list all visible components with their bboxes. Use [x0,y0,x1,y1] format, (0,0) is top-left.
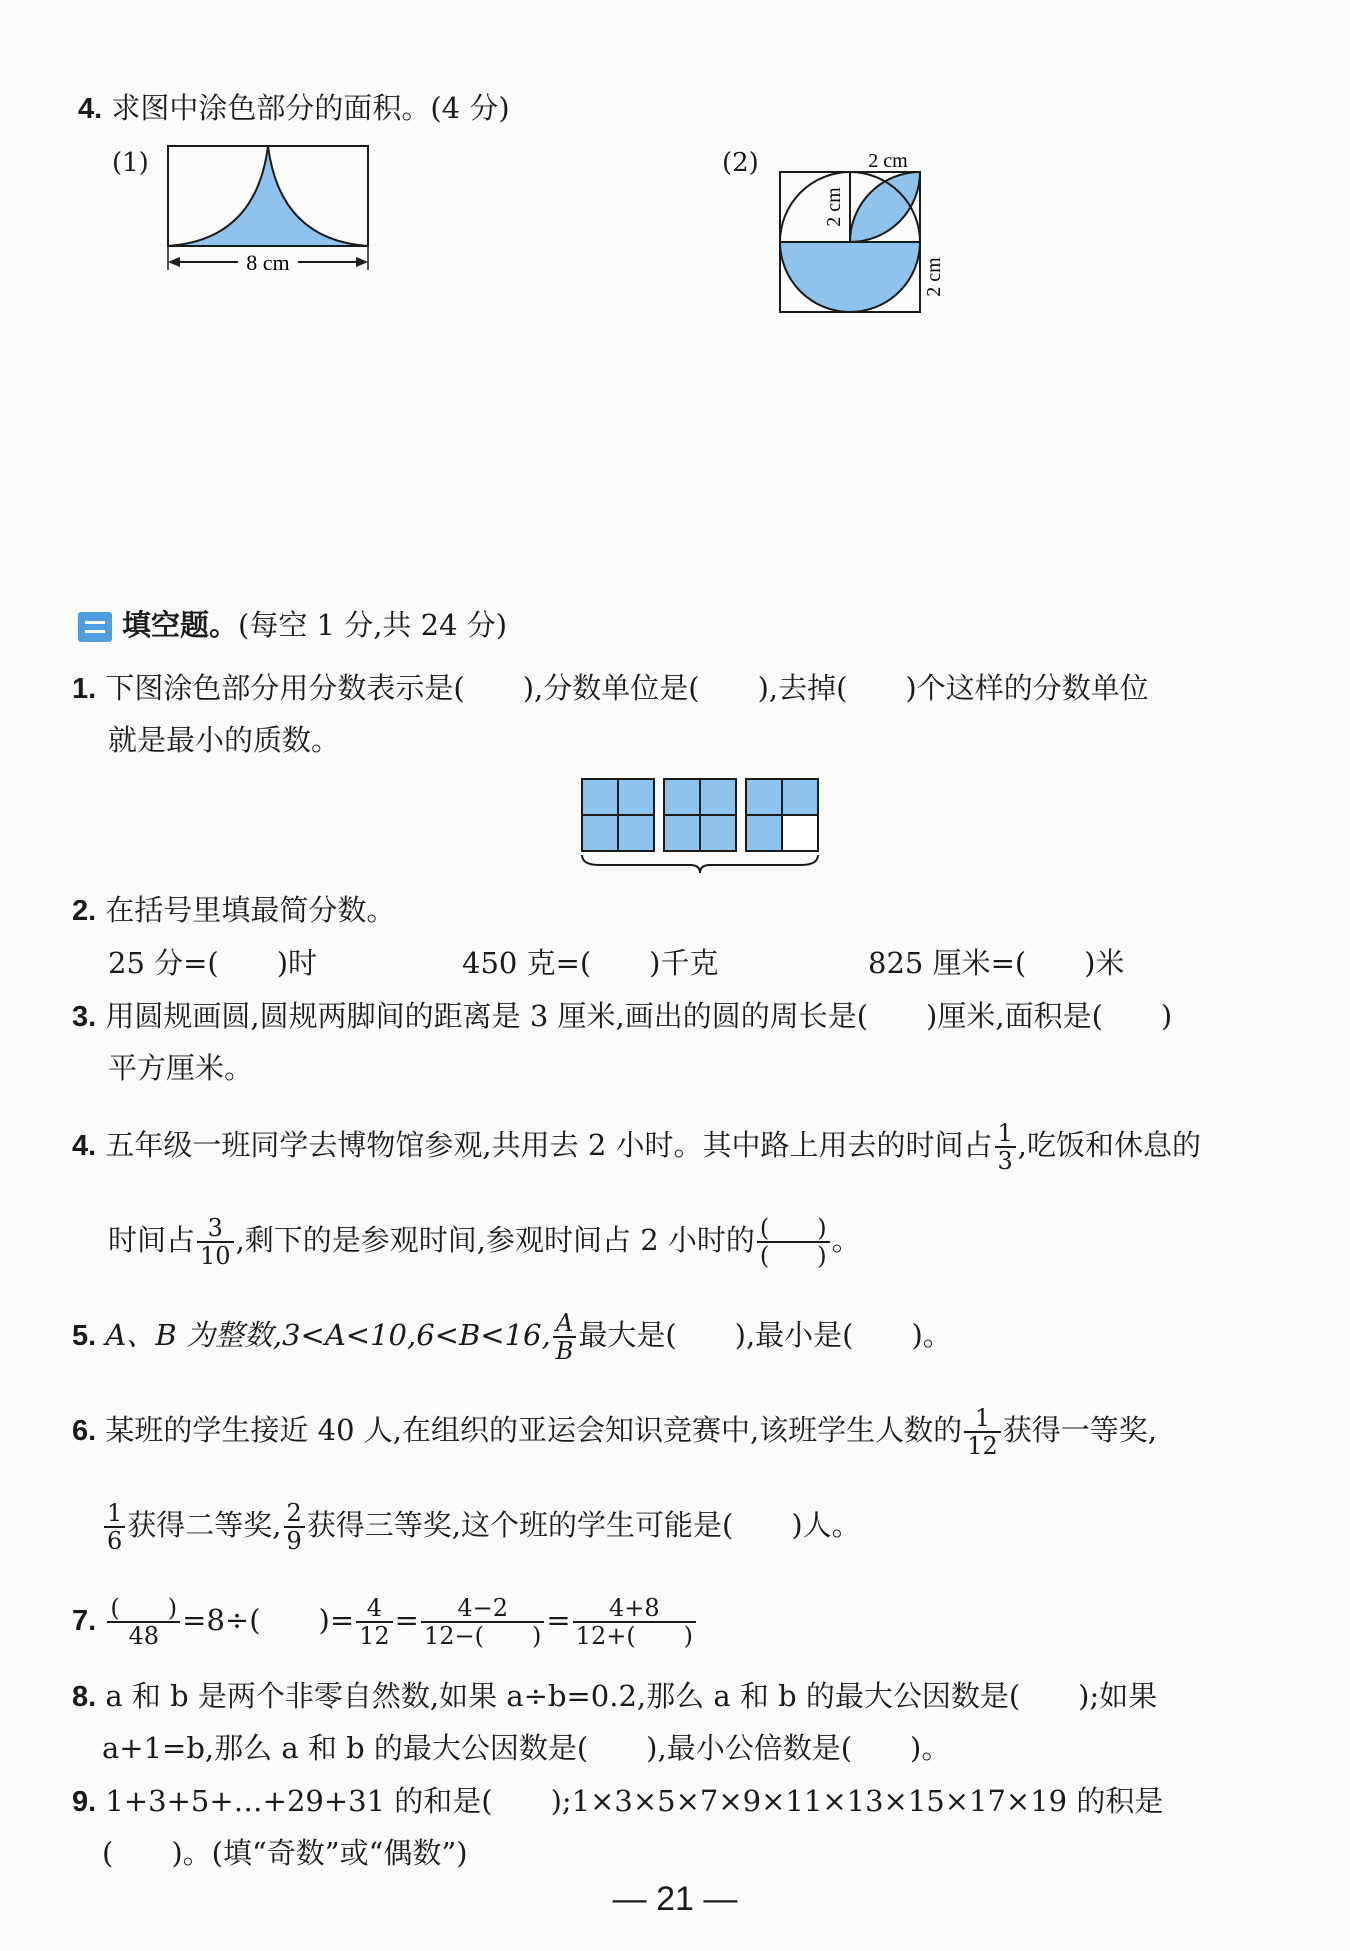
fig2-dimension-top: 2 cm [868,150,908,172]
question-4-line-1 [72,1115,1201,1176]
section-number-icon [78,612,112,642]
fraction-three-tenths: $\frac{3}{10}$ [197,1215,234,1269]
q7-number: 7. [72,1605,97,1637]
page-number: — 21 — [612,1880,738,1918]
question-1-line-1 [72,670,1149,707]
q5-text: A、B 为整数,3<A<10,6<B<16, [105,1318,551,1352]
q7-equals-2: = [546,1603,571,1637]
q2-part-a: 25 分=( )时 [108,946,318,980]
section-title: 填空题。 [122,608,239,642]
q7-text: =8÷( )= [182,1603,355,1637]
q4-item-text-4: ,剩下的是参观时间,参观时间占 2 小时的 [235,1223,755,1257]
fraction-a-over-b: $\frac{A}{B}$ [553,1310,577,1364]
q2-text: 在括号里填最简分数。 [105,893,396,927]
q4-number: 4. [78,93,103,125]
question-1-line-2: 就是最小的质数。 [108,723,341,757]
q8-number: 8. [72,1681,97,1713]
q3-number: 3. [72,1001,97,1033]
q9-number: 9. [72,1786,97,1818]
question-8-line-2: a+1=b,那么 a 和 b 的最大公因数是( ),最小公倍数是( )。 [102,1731,951,1765]
q6-number: 6. [72,1415,97,1447]
section-heading [78,607,507,643]
q4-item-text-2: ,吃饭和休息的 [1017,1128,1202,1162]
q2-part-c: 825 厘米=( )米 [868,946,1125,980]
q4-item-text-3: 时间占 [108,1223,196,1257]
q6-text-2: 获得一等奖, [1002,1413,1157,1447]
q1-fraction-grid [580,775,825,875]
question-6-line-1 [72,1400,1157,1461]
question-5 [72,1305,952,1366]
fig1-dimension-label: 8 cm [246,250,290,275]
fraction-4-over-12: $\frac{4}{12}$ [356,1595,393,1649]
q2-number: 2. [72,895,97,927]
q2-part-b: 450 克=( )千克 [462,946,719,980]
q4-item-end: 。 [831,1223,861,1257]
fraction-one-third: $\frac{1}{3}$ [995,1120,1016,1174]
question-4-line-2 [108,1210,861,1270]
q1-text: 下图涂色部分用分数表示是( ),分数单位是( ),去掉( )个这样的分数单位 [105,671,1149,705]
q6-text-3: 获得二等奖, [127,1508,282,1542]
q1-number: 1. [72,673,97,705]
q6-text-4: 获得三等奖,这个班的学生可能是( )人。 [306,1508,861,1542]
fraction-one-twelfth: $\frac{1}{12}$ [964,1405,1001,1459]
q5-text-2: 最大是( ),最小是( )。 [578,1318,952,1352]
q4-heading [78,90,510,127]
question-8-line-1 [72,1678,1157,1715]
q4-title: 求图中涂色部分的面积。(4 分) [111,91,510,125]
question-6-line-2 [102,1495,861,1555]
fraction-one-sixth: $\frac{1}{6}$ [104,1500,125,1554]
q6-text: 某班的学生接近 40 人,在组织的亚运会知识竞赛中,该班学生人数的 [105,1413,963,1447]
figure-2-shaded-region [770,140,970,320]
question-3-line-1 [72,998,1172,1035]
q7-equals-1: = [394,1603,419,1637]
q4-item-text: 五年级一班同学去博物馆参观,共用去 2 小时。其中路上用去的时间占 [105,1128,993,1162]
fraction-add: $\frac{4+8}{12+( )}$ [573,1595,696,1649]
q5-number: 5. [72,1320,97,1352]
fig2-label: (2) [722,148,759,178]
question-9-line-2: ( )。(填“奇数”或“偶数”) [102,1836,468,1870]
fig2-dimension-left: 2 cm [823,187,845,227]
figure-1-shaded-region [160,140,380,280]
fraction-two-ninths: $\frac{2}{9}$ [284,1500,305,1554]
answer-fraction-blank: $\frac{( )}{( )}$ [757,1215,830,1269]
q8-text: a 和 b 是两个非零自然数,如果 a÷b=0.2,那么 a 和 b 的最大公因数是( );如果 [105,1679,1158,1713]
fraction-blank-over-48: $\frac{( )}{48}$ [107,1595,180,1649]
fig2-dimension-right: 2 cm [923,257,945,297]
question-3-line-2: 平方厘米。 [108,1051,254,1085]
section-note: (每空 1 分,共 24 分) [238,608,508,642]
fig1-label: (1) [112,148,149,178]
q4-item-number: 4. [72,1130,97,1162]
question-2-title [72,892,395,929]
question-7 [72,1590,698,1651]
q3-text: 用圆规画圆,圆规两脚间的距离是 3 厘米,画出的圆的周长是( )厘米,面积是( ) [105,999,1173,1033]
q9-text: 1+3+5+…+29+31 的和是( );1×3×5×7×9×11×13×15×17×19 的积是 [105,1784,1164,1818]
question-9-line-1 [72,1783,1163,1820]
fraction-subtract: $\frac{4-2}{12-( )}$ [421,1595,544,1649]
